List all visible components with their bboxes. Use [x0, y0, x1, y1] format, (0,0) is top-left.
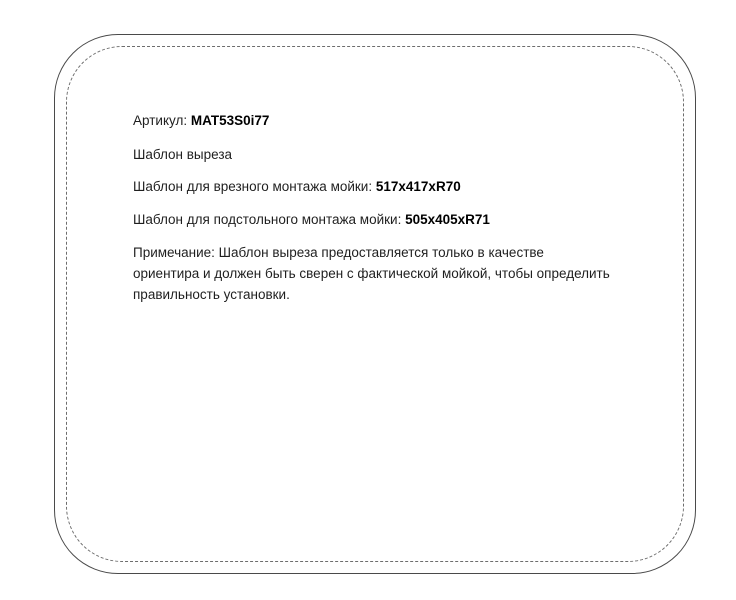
sku-line: [133, 112, 633, 130]
undermount-label: Шаблон для подстольного монтажа мойки:: [133, 211, 402, 227]
template-specs-block: [133, 112, 633, 306]
drop-in-spec-line: [133, 178, 633, 196]
drop-in-label: Шаблон для врезного монтажа мойки:: [133, 179, 373, 195]
sku-label: Артикул:: [133, 113, 188, 128]
installation-note: Примечание: Шаблон выреза предоставляется только в качестве ориентира и должен быть сверен с фактической мойкой, чтобы определить правильность установки.: [133, 244, 610, 302]
drop-in-value: 517x417xR70: [375, 179, 461, 195]
undermount-value: 505x405xR71: [405, 211, 490, 227]
undermount-spec-line: [133, 211, 633, 229]
sku-value: MAT53S0i77: [190, 113, 270, 128]
template-title: Шаблон выреза: [133, 147, 233, 163]
